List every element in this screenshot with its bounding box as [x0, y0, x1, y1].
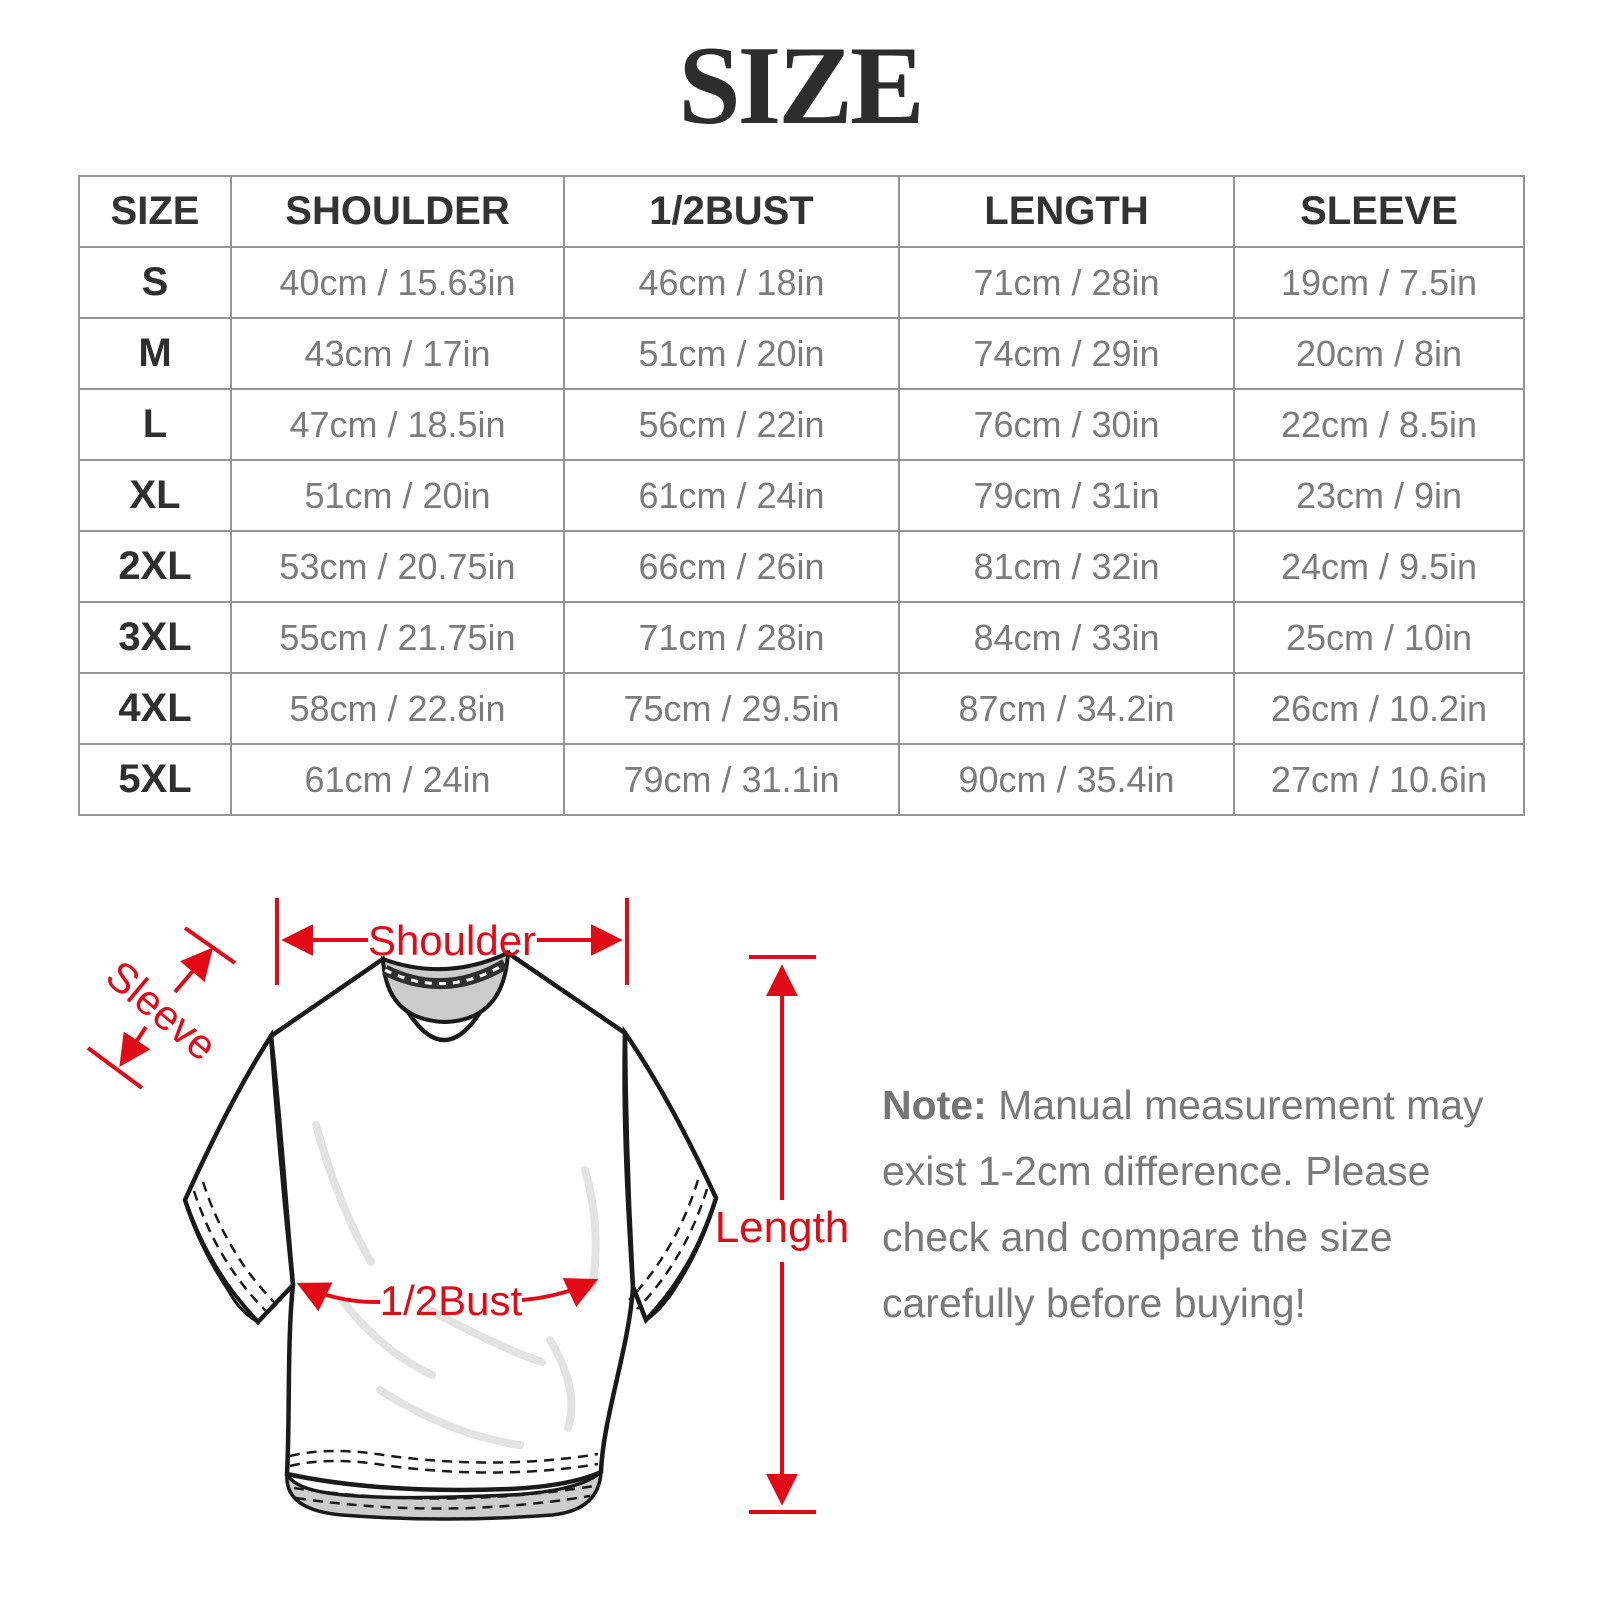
cell-length: 74cm / 29in	[899, 318, 1234, 389]
cell-bust: 46cm / 18in	[564, 247, 899, 318]
sleeve-annotation	[88, 928, 235, 1088]
shoulder-label: Shoulder	[367, 917, 537, 964]
cell-length: 79cm / 31in	[899, 460, 1234, 531]
cell-shoulder: 53cm / 20.75in	[231, 531, 564, 602]
cell-bust: 71cm / 28in	[564, 602, 899, 673]
bust-label: 1/2Bust	[379, 1277, 523, 1324]
cell-size: M	[79, 318, 231, 389]
cell-length: 87cm / 34.2in	[899, 673, 1234, 744]
cell-shoulder: 58cm / 22.8in	[231, 673, 564, 744]
cell-shoulder: 43cm / 17in	[231, 318, 564, 389]
table-row	[79, 673, 1524, 744]
cell-shoulder: 61cm / 24in	[231, 744, 564, 815]
cell-bust: 79cm / 31.1in	[564, 744, 899, 815]
cell-size: S	[79, 247, 231, 318]
table-row	[79, 460, 1524, 531]
cell-length: 84cm / 33in	[899, 602, 1234, 673]
col-header-bust: 1/2BUST	[564, 176, 899, 247]
measurement-figure	[80, 870, 1000, 1600]
cell-size: 4XL	[79, 673, 231, 744]
cell-length: 90cm / 35.4in	[899, 744, 1234, 815]
cell-size: XL	[79, 460, 231, 531]
cell-bust: 51cm / 20in	[564, 318, 899, 389]
length-label: Length	[714, 1203, 850, 1252]
tshirt-diagram	[80, 870, 1000, 1600]
size-table	[78, 175, 1525, 816]
cell-sleeve: 20cm / 8in	[1234, 318, 1524, 389]
cell-shoulder: 40cm / 15.63in	[231, 247, 564, 318]
cell-sleeve: 24cm / 9.5in	[1234, 531, 1524, 602]
table-header-row	[79, 176, 1524, 247]
cell-shoulder: 55cm / 21.75in	[231, 602, 564, 673]
sleeve-label: Sleeve	[97, 951, 226, 1070]
cell-shoulder: 51cm / 20in	[231, 460, 564, 531]
table-row	[79, 602, 1524, 673]
col-header-size: SIZE	[79, 176, 231, 247]
cell-length: 81cm / 32in	[899, 531, 1234, 602]
col-header-shoulder: SHOULDER	[231, 176, 564, 247]
cell-sleeve: 23cm / 9in	[1234, 460, 1524, 531]
note-text	[882, 1072, 1507, 1336]
cell-bust: 75cm / 29.5in	[564, 673, 899, 744]
cell-sleeve: 22cm / 8.5in	[1234, 389, 1524, 460]
cell-bust: 56cm / 22in	[564, 389, 899, 460]
tshirt-graphic	[185, 953, 716, 1519]
cell-length: 71cm / 28in	[899, 247, 1234, 318]
cell-size: 2XL	[79, 531, 231, 602]
cell-sleeve: 25cm / 10in	[1234, 602, 1524, 673]
cell-sleeve: 26cm / 10.2in	[1234, 673, 1524, 744]
cell-sleeve: 19cm / 7.5in	[1234, 247, 1524, 318]
table-row	[79, 389, 1524, 460]
cell-bust: 66cm / 26in	[564, 531, 899, 602]
col-header-sleeve: SLEEVE	[1234, 176, 1524, 247]
table-row	[79, 744, 1524, 815]
page-title: SIZE	[678, 24, 922, 148]
cell-size: 3XL	[79, 602, 231, 673]
cell-length: 76cm / 30in	[899, 389, 1234, 460]
length-annotation	[715, 957, 850, 1512]
table-row	[79, 247, 1524, 318]
cell-size: 5XL	[79, 744, 231, 815]
note-body: Manual measurement may exist 1-2cm difference. Please check and compare the size carefully before buying!	[882, 1082, 1484, 1326]
cell-size: L	[79, 389, 231, 460]
col-header-length: LENGTH	[899, 176, 1234, 247]
table-row	[79, 531, 1524, 602]
cell-shoulder: 47cm / 18.5in	[231, 389, 564, 460]
table-row	[79, 318, 1524, 389]
cell-sleeve: 27cm / 10.6in	[1234, 744, 1524, 815]
note-label: Note:	[882, 1082, 987, 1128]
cell-bust: 61cm / 24in	[564, 460, 899, 531]
